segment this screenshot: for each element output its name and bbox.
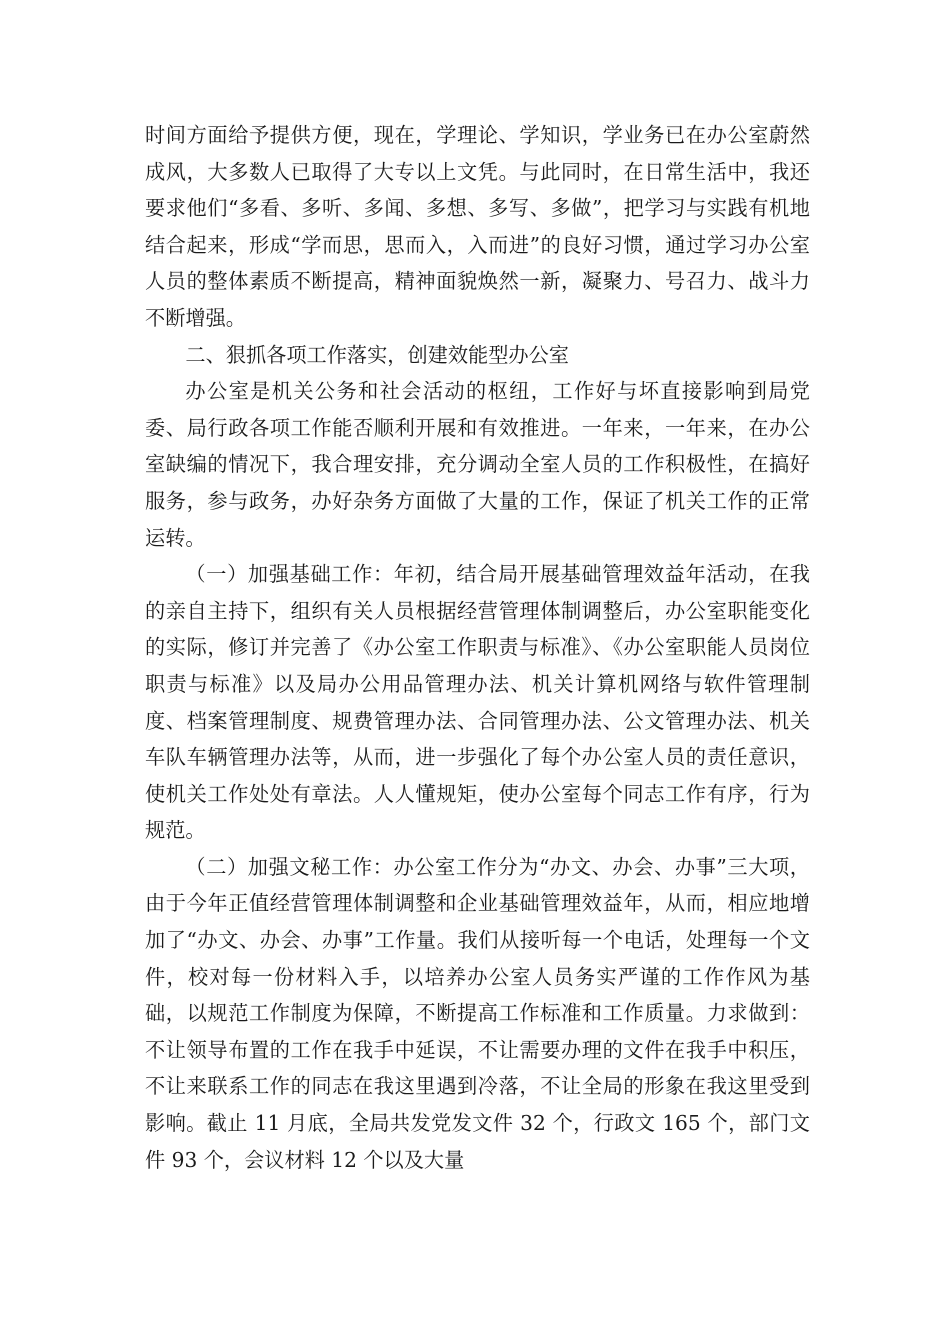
document-body <box>145 117 810 1178</box>
section-heading: 二、狠抓各项工作落实，创建效能型办公室 <box>185 342 569 367</box>
paragraph-continued: 时间方面给予提供方便，现在，学理论、学知识，学业务已在办公室蔚然成风，大多数人已取得了大专以上文凭。与此同时，在日常生活中，我还要求他们“多看、多听、多闻、多想、多写、多做”，把学习与实践有机地结合起来，形成“学而思，思而入，入而进”的良好习惯，通过学习办公室人员的整体素质不断提高，精神面貌焕然一新，凝聚力、号召力、战斗力不断增强。 <box>145 123 810 330</box>
paragraph: 办公室是机关公务和社会活动的枢纽，工作好与坏直接影响到局党委、局行政各项工作能否顺利开展和有效推进。一年来，一年来，在办公室缺编的情况下，我合理安排，充分调动全室人员的工作积极性，在搞好服务，参与政务，办好杂务方面做了大量的工作，保证了机关工作的正常运转。 <box>145 379 810 550</box>
paragraph: （一）加强基础工作：年初，结合局开展基础管理效益年活动，在我的亲自主持下，组织有关人员根据经营管理体制调整后，办公室职能变化的实际，修订并完善了《办公室工作职责与标准》、《办公室职能人员岗位职责与标准》以及局办公用品管理办法、机关计算机网络与软件管理制度、档案管理制度、规费管理办法、合同管理办法、公文管理办法、机关车队车辆管理办法等，从而，进一步强化了每个办公室人员的责任意识，使机关工作处处有章法。人人懂规矩，使办公室每个同志工作有序，行为规范。 <box>145 562 810 843</box>
paragraph: （二）加强文秘工作：办公室工作分为“办文、办会、办事”三大项，由于今年正值经营管理体制调整和企业基础管理效益年，从而，相应地增加了“办文、办会、办事”工作量。我们从接听每一个电话，处理每一个文件，校对每一份材料入手，以培养办公室人员务实严谨的工作作风为基础，以规范工作制度为保障，不断提高工作标准和工作质量。力求做到：不让领导布置的工作在我手中延误，不让需要办理的文件在我手中积压，不让来联系工作的同志在我这里遇到冷落，不让全局的形象在我这里受到影响。截止 11 月底，全局共发党发文件 32 个，行政文 165 个，部门文件 93 个，会议材料 12 个以及大量 <box>145 854 810 1172</box>
